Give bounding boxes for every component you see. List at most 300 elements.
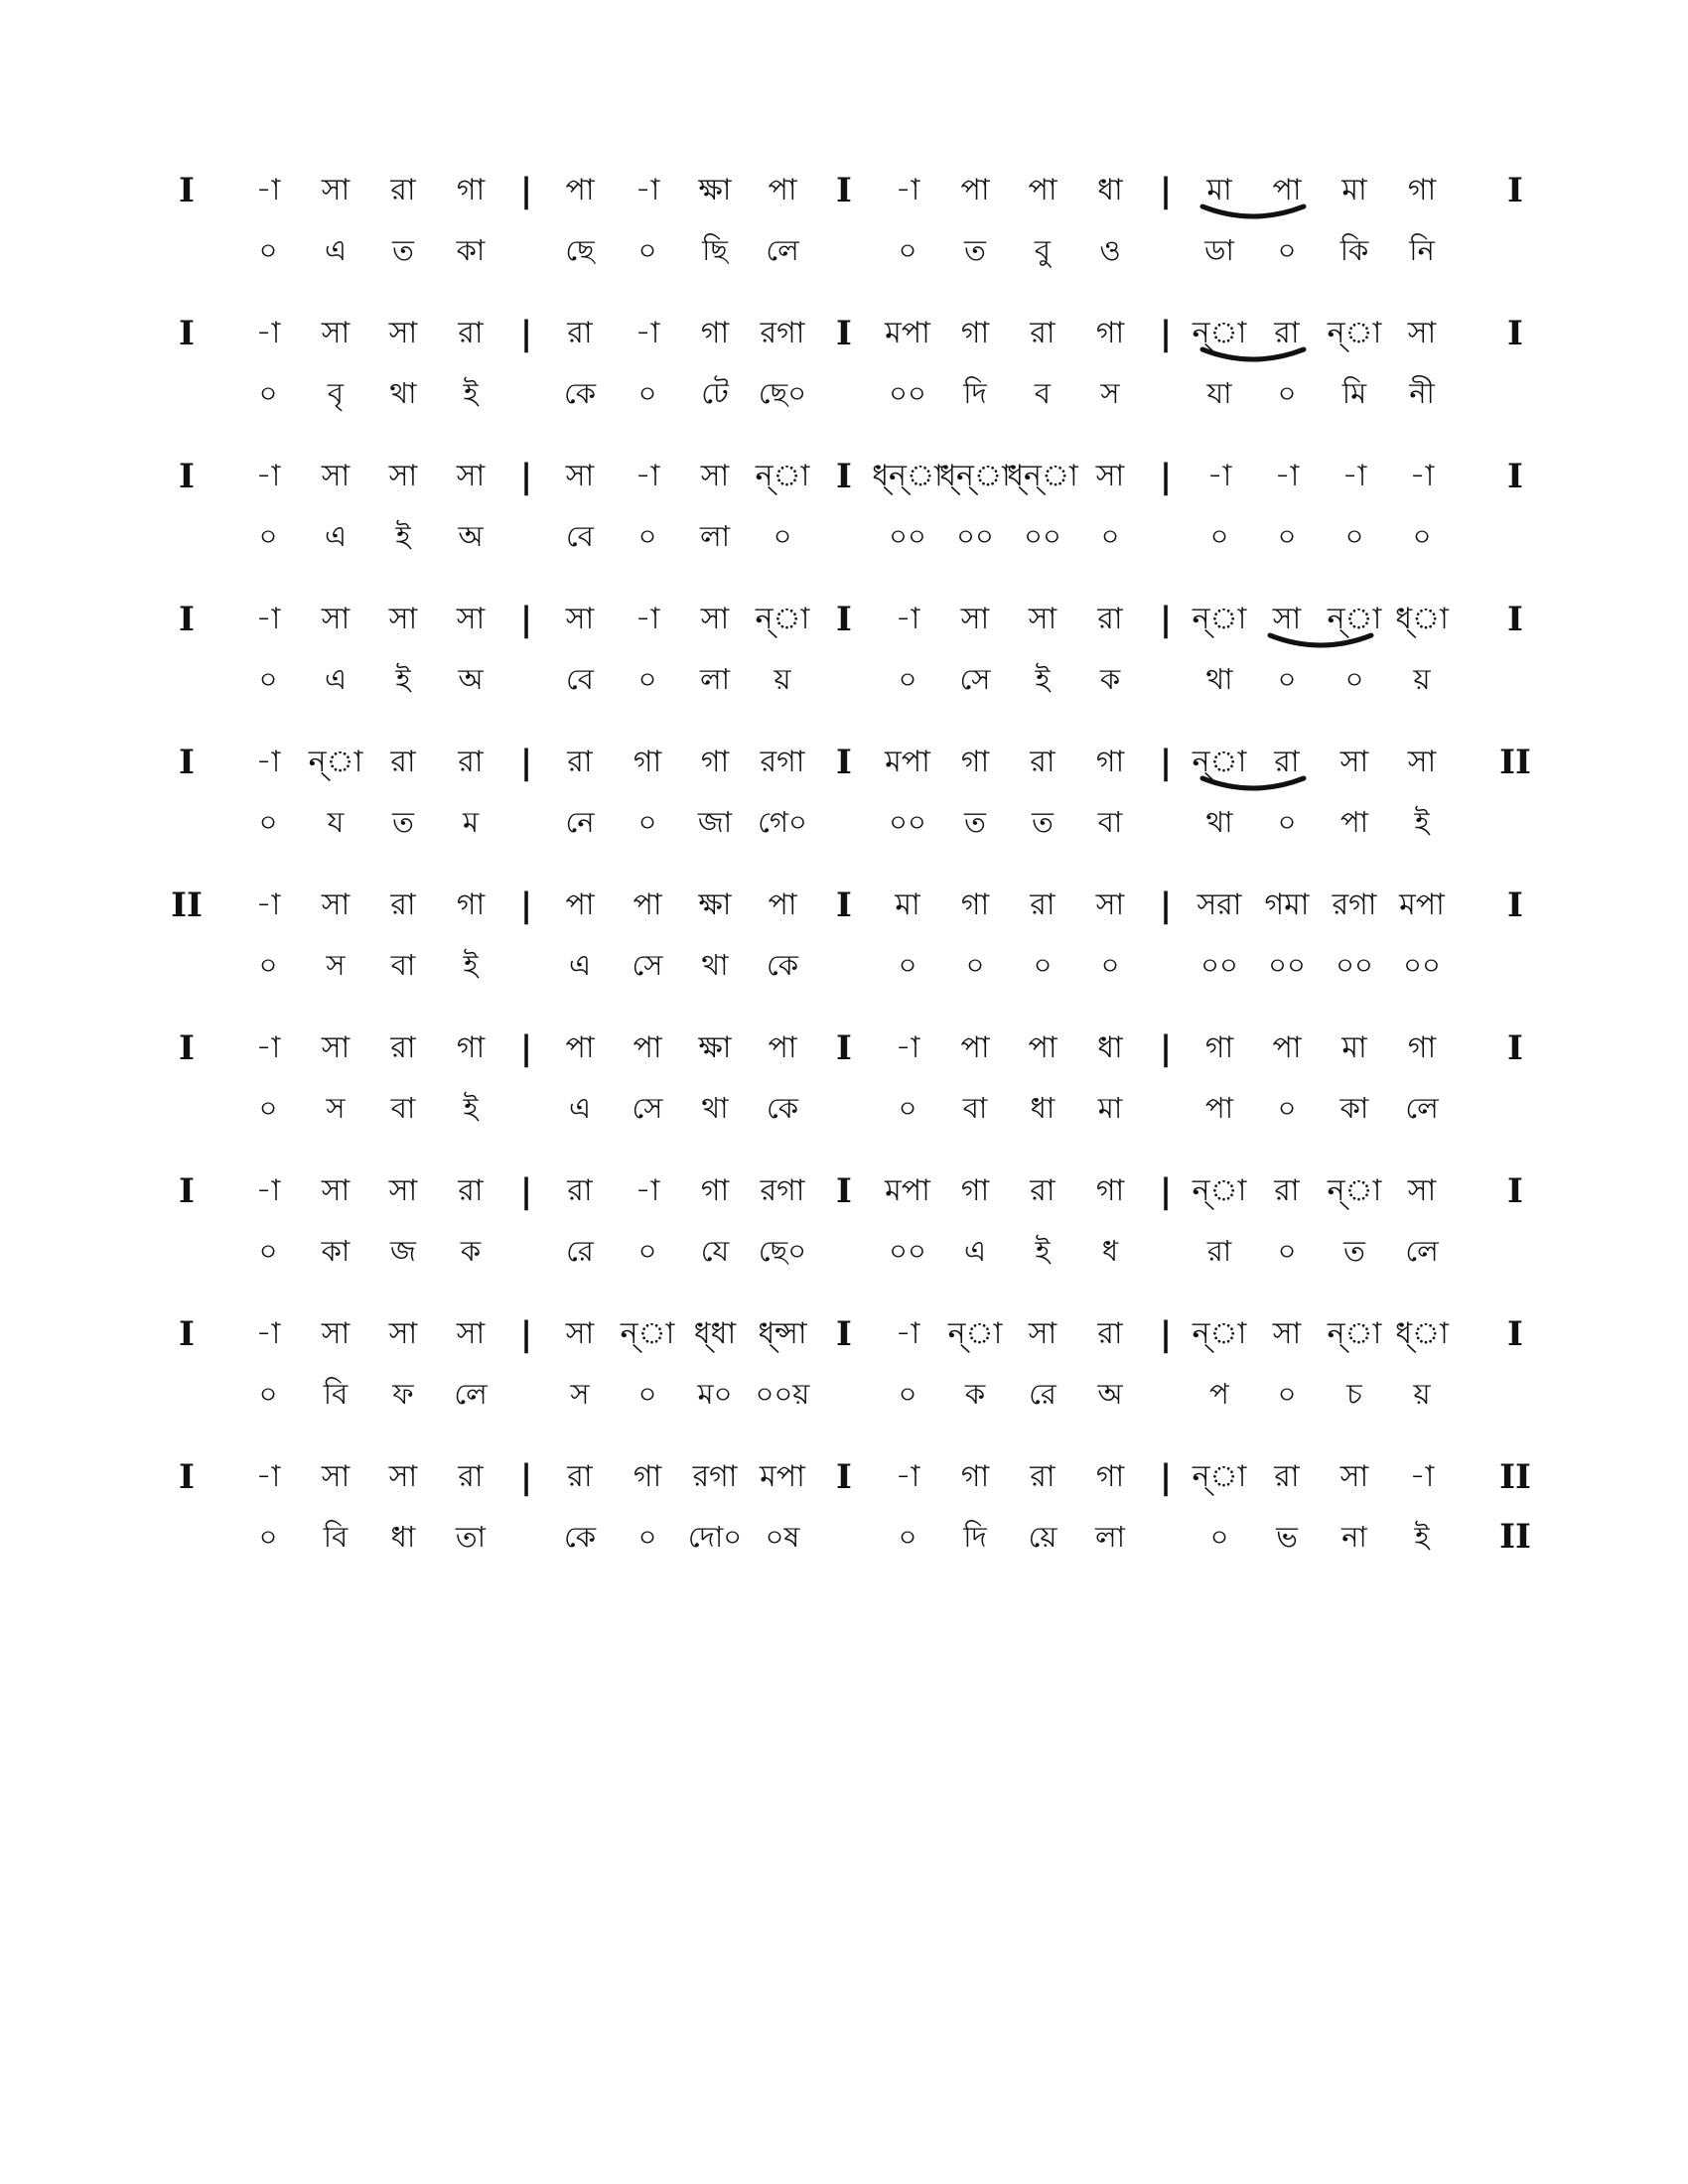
lyric-syllable: ০ — [773, 519, 792, 553]
lyric-syllable: ই — [463, 1091, 479, 1125]
swara-note: সা — [1028, 1316, 1057, 1351]
swara-note: পা — [633, 1030, 662, 1065]
lyric-syllable: ০ — [1277, 662, 1297, 696]
swara-note: পা — [960, 1030, 990, 1065]
swara-note: গা — [1095, 745, 1125, 779]
lyric-syllable: ০ — [898, 1520, 917, 1554]
lyric-syllable: বু — [1034, 233, 1052, 267]
lyric-syllable: তা — [455, 1520, 487, 1554]
lyric-syllable: ০০ — [889, 519, 926, 553]
bar-line-major: I — [179, 1171, 195, 1211]
lyric-syllable: ০ — [258, 1520, 278, 1554]
lyric-syllable: ছে — [565, 233, 595, 267]
swara-note: ন্া — [1192, 602, 1247, 636]
lyric-syllable: এ — [324, 519, 348, 553]
swara-note: গা — [960, 1459, 990, 1494]
bar-line-minor: | — [1159, 1028, 1173, 1068]
swara-note: রা — [567, 745, 593, 779]
lyric-syllable: ০০ — [1024, 519, 1061, 553]
lyric-syllable: ০ — [1344, 519, 1364, 553]
lyric-syllable: য়ে — [1028, 1520, 1057, 1554]
swara-note: -া — [895, 602, 920, 636]
swara-note: সা — [1272, 602, 1302, 636]
lyric-syllable: যা — [1206, 376, 1232, 410]
swara-note: সা — [1028, 602, 1057, 636]
lyric-syllable: ছে০ — [758, 376, 807, 410]
swara-note: ধ্ধা — [693, 1316, 737, 1351]
lyric-syllable: ই — [1035, 1234, 1051, 1268]
lyric-syllable: কা — [456, 233, 486, 267]
swara-row — [159, 733, 1569, 792]
lyric-syllable: থা — [389, 376, 417, 410]
bar-line-major: I — [836, 457, 852, 496]
lyric-syllable: ০ — [898, 662, 917, 696]
swara-note: মা — [895, 887, 920, 922]
lyric-syllable: বা — [390, 1091, 416, 1125]
lyric-syllable: ০০ — [1336, 948, 1373, 982]
swara-note: পা — [565, 173, 595, 207]
bar-line-major: I — [836, 886, 852, 925]
swara-note: গা — [700, 1173, 730, 1208]
lyric-syllable: না — [1341, 1520, 1367, 1554]
bar-line-minor: | — [519, 1457, 533, 1497]
swara-note: রা — [1030, 316, 1055, 350]
lyric-syllable: লে — [1405, 1091, 1439, 1125]
lyric-syllable: ধা — [1030, 1091, 1055, 1125]
lyric-syllable: কে — [563, 376, 597, 410]
bar-line-minor: | — [519, 457, 533, 496]
lyric-syllable: পা — [1339, 805, 1369, 839]
lyric-syllable: ব — [1034, 376, 1052, 410]
lyric-syllable: ০০ — [1403, 948, 1441, 982]
swara-note: রা — [1274, 745, 1300, 779]
bar-line-minor: | — [1159, 1171, 1173, 1211]
bar-line-major: I — [836, 171, 852, 210]
meend-slur — [1267, 631, 1374, 651]
swara-note: রা — [458, 1173, 484, 1208]
lyric-syllable: এ — [568, 1091, 592, 1125]
swara-note: পা — [1028, 173, 1057, 207]
swara-note: ন্া — [308, 745, 363, 779]
lyric-syllable: ০ — [258, 1091, 278, 1125]
lyric-syllable: অ — [458, 662, 484, 696]
lyric-syllable: স — [326, 1091, 346, 1125]
swara-note: রা — [1097, 1316, 1123, 1351]
bar-line-major: I — [1507, 171, 1523, 210]
lyric-syllable: ০ — [258, 519, 278, 553]
swara-note: রগা — [692, 1459, 738, 1494]
swara-note: ধ্ন্া — [939, 459, 1011, 493]
lyric-syllable: ম০ — [697, 1377, 733, 1411]
lyric-row — [159, 1364, 1569, 1424]
swara-note: গা — [1407, 173, 1437, 207]
lyric-syllable: থা — [701, 1091, 729, 1125]
swara-note: ধ্ন্সা — [758, 1316, 807, 1351]
lyric-row — [159, 363, 1569, 423]
swara-note: মপা — [760, 1459, 805, 1494]
lyric-syllable: ০ — [1277, 1234, 1297, 1268]
bar-line-major: I — [1507, 1171, 1523, 1211]
swara-note: সা — [321, 173, 351, 207]
lyric-syllable: ত — [964, 233, 986, 267]
lyric-syllable: ০ — [1277, 233, 1297, 267]
swara-note: ধ্া — [1395, 602, 1449, 636]
swara-note: গা — [960, 745, 990, 779]
lyric-syllable: দি — [963, 1520, 987, 1554]
lyric-syllable: অ — [458, 519, 484, 553]
lyric-syllable: লে — [1405, 1234, 1439, 1268]
swara-note: ন্া — [1327, 316, 1382, 350]
lyric-syllable: ০ — [637, 1377, 657, 1411]
swara-note: সা — [321, 1173, 351, 1208]
lyric-syllable: ও — [1099, 233, 1121, 267]
lyric-syllable: ০ষ — [765, 1520, 800, 1554]
swara-note: -া — [255, 1030, 281, 1065]
lyric-syllable: ০ — [1277, 519, 1297, 553]
lyric-syllable: রা — [1206, 1234, 1232, 1268]
bar-line-major: I — [179, 457, 195, 496]
bar-line-major: I — [1507, 1028, 1523, 1068]
bar-line-major: I — [179, 743, 195, 782]
swara-note: পা — [633, 887, 662, 922]
bar-line-major: I — [179, 314, 195, 353]
bar-line-major: I — [836, 1028, 852, 1068]
lyric-syllable: ০ — [1033, 948, 1053, 982]
lyric-syllable: দো০ — [687, 1520, 743, 1554]
lyric-syllable: এ — [963, 1234, 987, 1268]
lyric-syllable: লা — [699, 662, 731, 696]
swara-note: -া — [255, 887, 281, 922]
swara-note: সরা — [1196, 887, 1242, 922]
swara-row — [159, 876, 1569, 935]
swara-note: রগা — [760, 316, 805, 350]
swara-note: ন্া — [1327, 1173, 1382, 1208]
lyric-syllable: এ — [324, 662, 348, 696]
swara-note: ধা — [1097, 1030, 1123, 1065]
lyric-syllable: জা — [697, 805, 733, 839]
lyric-syllable: ছে০ — [758, 1234, 807, 1268]
swara-note: ন্া — [947, 1316, 1003, 1351]
swara-note: সা — [321, 316, 351, 350]
bar-line-minor: | — [1159, 314, 1173, 353]
lyric-syllable: ই — [463, 376, 479, 410]
swara-note: রা — [1030, 745, 1055, 779]
lyric-syllable: লা — [699, 519, 731, 553]
lyric-syllable: জ — [390, 1234, 416, 1268]
swara-note: রা — [390, 173, 416, 207]
swara-note: -া — [1409, 459, 1435, 493]
swara-note: গা — [456, 887, 486, 922]
swara-note: ন্া — [620, 1316, 675, 1351]
lyric-syllable: ০ — [258, 1377, 278, 1411]
lyric-syllable: য় — [774, 662, 791, 696]
lyric-syllable: ০ — [637, 376, 657, 410]
lyric-syllable: ০ — [637, 662, 657, 696]
lyric-row — [159, 506, 1569, 566]
lyric-syllable: ই — [1414, 805, 1430, 839]
lyric-syllable: বি — [323, 1377, 349, 1411]
swara-note: ধা — [1097, 173, 1123, 207]
swara-note: -া — [255, 602, 281, 636]
swara-row — [159, 1019, 1569, 1078]
lyric-syllable: ০০ — [956, 519, 994, 553]
swara-note: ন্া — [1192, 316, 1247, 350]
bar-line-minor: | — [519, 1314, 533, 1354]
swara-note: সা — [321, 459, 351, 493]
lyric-syllable: ক — [460, 1234, 482, 1268]
lyric-syllable: ০ — [898, 233, 917, 267]
bar-line-minor: | — [519, 1171, 533, 1211]
swara-note: -া — [255, 459, 281, 493]
lyric-syllable: কা — [321, 1234, 351, 1268]
bar-line-major: I — [1507, 457, 1523, 496]
swara-note: মপা — [1399, 887, 1445, 922]
lyric-syllable: ০০ — [1200, 948, 1238, 982]
lyric-syllable: ম — [462, 805, 480, 839]
lyric-syllable: ই — [1414, 1520, 1430, 1554]
lyric-syllable: ০ — [258, 805, 278, 839]
bar-line-minor: | — [519, 600, 533, 639]
swara-note: সা — [960, 602, 990, 636]
swara-note: সা — [321, 1316, 351, 1351]
lyric-syllable: চ — [1346, 1377, 1362, 1411]
swara-note: ক্ষা — [698, 887, 732, 922]
swara-note: -া — [255, 173, 281, 207]
swara-note: সা — [1407, 1173, 1437, 1208]
swara-note: ন্া — [1327, 602, 1382, 636]
swara-note: সা — [1339, 1459, 1369, 1494]
lyric-syllable: থা — [1205, 805, 1233, 839]
lyric-syllable: ০ — [258, 376, 278, 410]
lyric-syllable: কে — [563, 1520, 597, 1554]
lyric-syllable: ০ — [258, 233, 278, 267]
lyric-syllable: থা — [1205, 662, 1233, 696]
bar-line-major: II — [1499, 743, 1531, 782]
lyric-syllable: য় — [1413, 1377, 1431, 1411]
swara-note: -া — [255, 1173, 281, 1208]
lyric-syllable: বৃ — [327, 376, 345, 410]
swara-note: রা — [1274, 1459, 1300, 1494]
lyric-syllable: রে — [566, 1234, 594, 1268]
lyric-syllable: য় — [1413, 662, 1431, 696]
bar-line-major: II — [171, 886, 203, 925]
bar-line-major: I — [1507, 886, 1523, 925]
swara-note: সা — [388, 1459, 418, 1494]
swara-note: গা — [1095, 1173, 1125, 1208]
meend-slur — [1199, 774, 1307, 794]
lyric-syllable: ই — [395, 519, 411, 553]
swara-note: ধ্া — [1395, 1316, 1449, 1351]
lyric-syllable: ০ — [637, 1234, 657, 1268]
swara-note: ন্া — [1192, 1459, 1247, 1494]
swara-note: ন্া — [755, 602, 810, 636]
lyric-syllable: ত — [1032, 805, 1054, 839]
meend-slur — [1199, 345, 1307, 365]
bar-line-major: II II — [1499, 1457, 1531, 1557]
lyric-syllable: ০ — [1344, 662, 1364, 696]
lyric-syllable: দি — [963, 376, 987, 410]
lyric-syllable: স — [1100, 376, 1120, 410]
bar-line-major: I — [179, 171, 195, 210]
swara-note: মা — [1341, 1030, 1367, 1065]
swara-note: সা — [456, 1316, 486, 1351]
lyric-row — [159, 220, 1569, 280]
lyric-syllable: গে০ — [758, 805, 807, 839]
lyric-syllable: ০ — [898, 948, 917, 982]
swara-note: রা — [458, 1459, 484, 1494]
lyric-syllable: ই — [1035, 662, 1051, 696]
lyric-row — [159, 1078, 1569, 1138]
swara-row — [159, 1161, 1569, 1221]
swara-note: -া — [895, 1316, 920, 1351]
lyric-syllable: কে — [766, 948, 799, 982]
lyric-syllable: ক — [1099, 662, 1121, 696]
bar-line-major: I — [179, 1314, 195, 1354]
swara-note: -া — [255, 1459, 281, 1494]
swara-note: রা — [1030, 1459, 1055, 1494]
swara-note: -া — [634, 1173, 660, 1208]
lyric-syllable: লে — [766, 233, 799, 267]
swara-note: রা — [1030, 887, 1055, 922]
swara-row — [159, 447, 1569, 506]
swara-note: সা — [388, 459, 418, 493]
lyric-syllable: প — [1209, 1377, 1229, 1411]
lyric-syllable: ০ — [1412, 519, 1432, 553]
lyric-syllable: ই — [395, 662, 411, 696]
bar-line-minor: | — [1159, 1457, 1173, 1497]
lyric-syllable: বা — [962, 1091, 988, 1125]
bar-line-major: I — [836, 743, 852, 782]
swara-note: রা — [390, 1030, 416, 1065]
lyric-syllable: ধা — [390, 1520, 416, 1554]
swara-note: রগা — [760, 1173, 805, 1208]
lyric-syllable: সে — [632, 948, 663, 982]
lyric-syllable: টে — [701, 376, 729, 410]
swara-note: -া — [255, 745, 281, 779]
lyric-syllable: ত — [1343, 1234, 1365, 1268]
lyric-syllable: ভ — [1276, 1520, 1298, 1554]
swara-note: পা — [768, 887, 797, 922]
lyric-syllable: ০০ — [889, 376, 926, 410]
swara-note: পা — [1272, 1030, 1302, 1065]
bar-line-major: I — [179, 1457, 195, 1497]
swara-note: সা — [321, 1030, 351, 1065]
bar-line-minor: | — [1159, 743, 1173, 782]
swara-note: রা — [390, 887, 416, 922]
bar-line-major: I — [179, 1028, 195, 1068]
bar-line-minor: | — [1159, 600, 1173, 639]
swara-note: পা — [565, 1030, 595, 1065]
swara-note: গা — [960, 316, 990, 350]
lyric-syllable: ০ — [1277, 805, 1297, 839]
lyric-syllable: নি — [1409, 233, 1435, 267]
swara-note: পা — [1028, 1030, 1057, 1065]
lyric-syllable: অ — [1097, 1377, 1123, 1411]
swara-note: গা — [1095, 316, 1125, 350]
swara-row — [159, 590, 1569, 649]
lyric-syllable: ডা — [1204, 233, 1234, 267]
swara-note: সা — [565, 459, 595, 493]
lyric-syllable: বা — [390, 948, 416, 982]
lyric-syllable: কে — [766, 1091, 799, 1125]
swara-note: সা — [1095, 887, 1125, 922]
swara-note: সা — [321, 887, 351, 922]
swara-note: পা — [768, 173, 797, 207]
lyric-row — [159, 649, 1569, 709]
swara-note: গমা — [1264, 887, 1310, 922]
lyric-syllable: ০ — [637, 519, 657, 553]
swara-note: ক্ষা — [698, 1030, 732, 1065]
swara-note: ন্া — [1327, 1316, 1382, 1351]
lyric-syllable: স — [570, 1377, 590, 1411]
swara-note: -া — [634, 316, 660, 350]
lyric-syllable: ০ — [1209, 1520, 1229, 1554]
swara-note: -া — [634, 602, 660, 636]
swara-note: সা — [1407, 745, 1437, 779]
swara-note: সা — [565, 602, 595, 636]
swara-note: গা — [456, 1030, 486, 1065]
swara-note: গা — [960, 887, 990, 922]
bar-line-minor: | — [519, 743, 533, 782]
swara-note: ধ্ন্া — [872, 459, 943, 493]
swara-note: রা — [1274, 1173, 1300, 1208]
swara-row — [159, 161, 1569, 220]
lyric-syllable: এ — [324, 233, 348, 267]
lyric-syllable: মি — [1341, 376, 1367, 410]
lyric-syllable: ০ — [1277, 1091, 1297, 1125]
lyric-syllable: ০ — [1277, 1377, 1297, 1411]
swara-note: -া — [895, 1030, 920, 1065]
swara-note: রগা — [760, 745, 805, 779]
swara-note: রা — [567, 316, 593, 350]
bar-line-major: I — [1507, 314, 1523, 353]
swara-note: পা — [1272, 173, 1302, 207]
swara-note: রা — [567, 1173, 593, 1208]
lyric-syllable: ০ — [258, 948, 278, 982]
swara-note: সা — [1339, 745, 1369, 779]
lyric-syllable: ত — [964, 805, 986, 839]
lyric-syllable: যে — [700, 1234, 730, 1268]
lyric-syllable: ত — [392, 805, 414, 839]
swara-note: ন্া — [755, 459, 810, 493]
swara-note: মপা — [885, 1173, 930, 1208]
lyric-syllable: এ — [568, 948, 592, 982]
swara-note: ন্া — [1192, 1316, 1247, 1351]
lyric-syllable: ০ — [637, 1520, 657, 1554]
swara-note: -া — [634, 173, 660, 207]
lyric-syllable: লা — [1094, 1520, 1126, 1554]
swara-note: সা — [1407, 316, 1437, 350]
lyric-syllable: ০০ — [889, 805, 926, 839]
lyric-syllable: সে — [632, 1091, 663, 1125]
lyric-syllable: ০ — [965, 948, 985, 982]
lyric-syllable: ত — [392, 233, 414, 267]
lyric-syllable: নে — [565, 805, 595, 839]
lyric-syllable: ০ — [637, 805, 657, 839]
lyric-syllable: ই — [463, 948, 479, 982]
swara-note: সা — [700, 459, 730, 493]
swara-note: -া — [1274, 459, 1300, 493]
swara-note: গা — [633, 1459, 662, 1494]
swara-note: সা — [321, 1459, 351, 1494]
lyric-syllable: রে — [1029, 1377, 1056, 1411]
swara-note: রা — [458, 316, 484, 350]
lyric-syllable: ০ — [258, 662, 278, 696]
swara-note: সা — [456, 459, 486, 493]
swara-note: গা — [633, 745, 662, 779]
swara-note: সা — [700, 602, 730, 636]
swara-note: -া — [255, 1316, 281, 1351]
